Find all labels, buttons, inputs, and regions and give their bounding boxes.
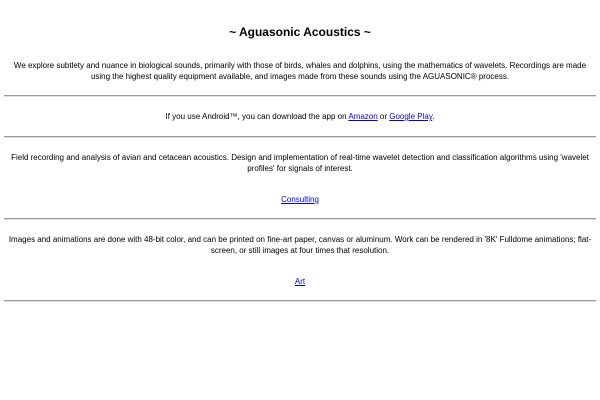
divider-4 <box>4 300 596 302</box>
art-paragraph: Images and animations are done with 48-bit color, and can be printed on fine-art paper, canvas or aluminum. Work can be rendered in '8K' Fulldome animations; flat-screen, or still images at four times that resolution. <box>8 235 592 255</box>
consulting-paragraph: Field recording and analysis of avian and cetacean acoustics. Design and implementation of real-time wavelet detection and classification algorithms using 'wavelet profiles' for signals of interest. <box>11 153 589 173</box>
divider-3 <box>4 218 596 220</box>
consulting-link-row <box>8 194 592 205</box>
consulting-link[interactable]: Consulting <box>281 195 319 204</box>
app-download-prefix: If you use Android™, you can download the app on <box>165 112 349 121</box>
page-title: ~ Aguasonic Acoustics ~ <box>229 25 371 39</box>
divider-1 <box>4 95 596 97</box>
app-download-paragraph <box>8 111 592 122</box>
app-download-connector: or <box>377 112 390 121</box>
intro-paragraph: We explore subtlety and nuance in biological sounds, primarily with those of birds, whales and dolphins, using the mathematics of wavelets. Recordings are made using the highest quality equipment available, and images made from these sounds using the AGUASONIC® process. <box>13 61 587 81</box>
art-link[interactable]: Art <box>294 277 306 286</box>
art-link-row <box>8 276 592 287</box>
amazon-link[interactable]: Amazon <box>348 112 378 121</box>
divider-2 <box>4 136 596 138</box>
app-download-suffix: . <box>432 112 435 121</box>
google-play-link[interactable]: Google Play <box>389 112 433 121</box>
